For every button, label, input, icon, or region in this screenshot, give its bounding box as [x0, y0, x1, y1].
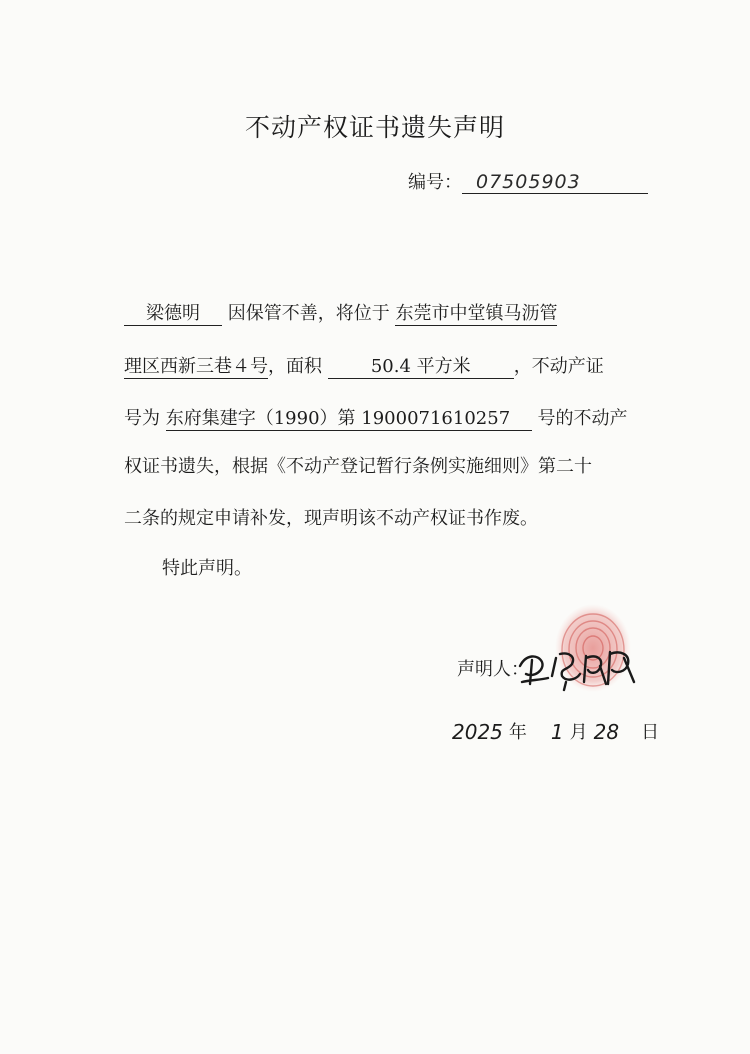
declaration-date [452, 718, 659, 744]
area-value: 50.4 平方米 [328, 356, 514, 379]
statement-line-4: 权证书遗失，根据《不动产登记暂行条例实施细则》第二十 [124, 456, 592, 477]
document-title: 不动产权证书遗失声明 [244, 113, 505, 142]
text-3: ，不动产证 [513, 356, 604, 377]
statement-line-5: 二条的规定申请补发，现声明该不动产权证书作废。 [124, 508, 538, 529]
text-1: 因保管不善，将位于 [227, 303, 390, 324]
handwritten-signature [512, 636, 642, 696]
statement-line-1 [124, 302, 644, 326]
declarant-name: 梁德明 [124, 303, 222, 326]
closing-text: 特此声明。 [162, 558, 252, 579]
text-4: 号为 [124, 408, 160, 429]
date-day-label: 日 [641, 722, 660, 743]
statement-line-3 [124, 407, 644, 431]
number-value: 07505903 [462, 171, 648, 194]
date-year-label: 年 [508, 722, 527, 743]
number-label: 编号： [408, 172, 462, 193]
text-5: 号的不动产 [537, 408, 628, 429]
date-year: 2025 [452, 720, 503, 744]
date-month: 1 [550, 720, 564, 744]
address-part-1: 东莞市中堂镇马沥管 [395, 303, 558, 324]
reference-number [408, 168, 648, 194]
address-part-2: 理区西新三巷４号 [124, 356, 268, 377]
date-month-label: 月 [569, 722, 588, 743]
text-2: ，面积 [268, 356, 322, 377]
statement-line-2 [124, 355, 644, 379]
signer-label: 声明人： [457, 659, 529, 680]
certificate-number: 东府集建字（1990）第 1900071610257 [166, 408, 532, 431]
date-day: 28 [593, 720, 620, 744]
